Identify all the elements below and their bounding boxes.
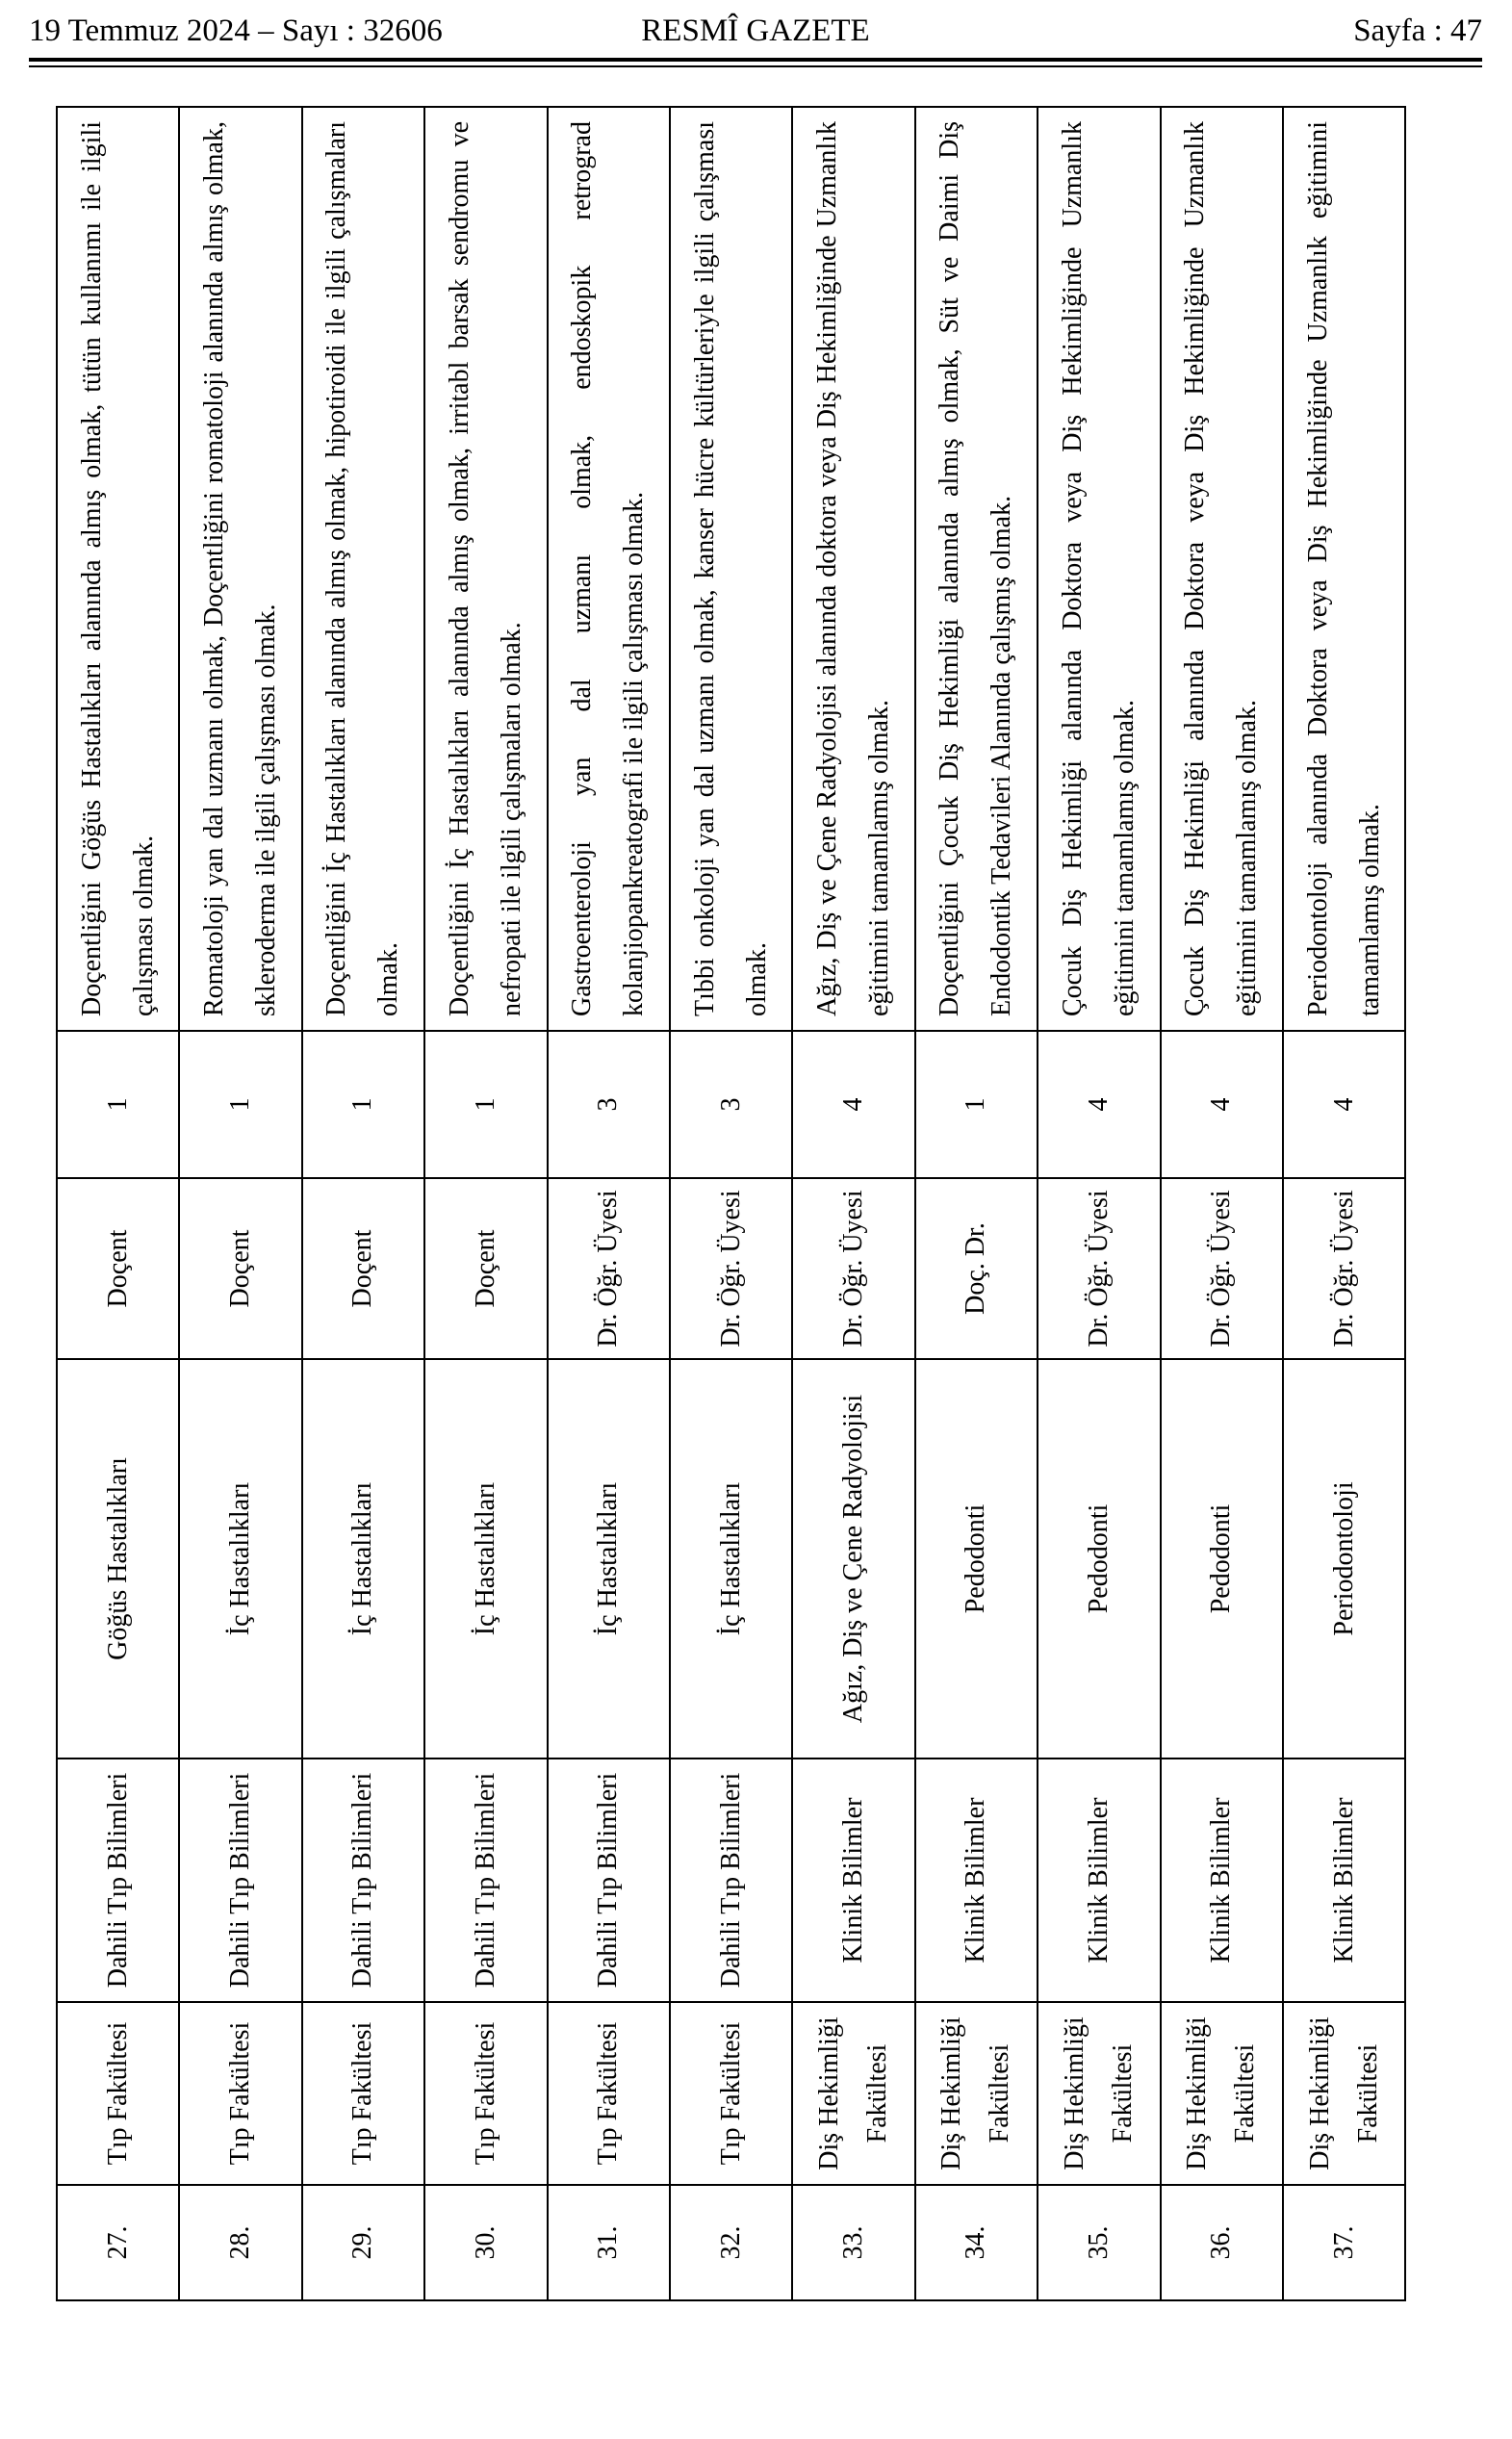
position-count-cell: 4 <box>1038 1031 1160 1178</box>
requirement-cell: Romatoloji yan dal uzmanı olmak, Doçentliğini romatoloji alanında almış olmak, skleroderma ile ilgili çalışması olmak. <box>179 107 301 1031</box>
position-count-cell: 3 <box>548 1031 670 1178</box>
faculty-cell: Diş Hekimliği Fakültesi <box>1283 2002 1405 2185</box>
academic-title-cell: Dr. Öğr. Üyesi <box>1161 1178 1283 1359</box>
faculty-cell: Diş Hekimliği Fakültesi <box>915 2002 1038 2185</box>
faculty-cell: Tıp Fakültesi <box>424 2002 547 2185</box>
position-count-cell: 1 <box>179 1031 301 1178</box>
faculty-cell: Diş Hekimliği Fakültesi <box>792 2002 914 2185</box>
program-cell: Pedodonti <box>1161 1359 1283 1759</box>
faculty-cell: Tıp Fakültesi <box>548 2002 670 2185</box>
position-count-cell: 1 <box>915 1031 1038 1178</box>
row-number: 32. <box>670 2185 792 2300</box>
table-row <box>424 107 547 2300</box>
department-cell: Dahili Tıp Bilimleri <box>670 1759 792 2002</box>
academic-title-cell: Doç. Dr. <box>915 1178 1038 1359</box>
faculty-cell: Tıp Fakültesi <box>57 2002 179 2185</box>
requirement-cell: Periodontoloji alanında Doktora veya Diş Hekimliğinde Uzmanlık eğitimini tamamlamış olmak. <box>1283 107 1405 1031</box>
program-cell: Ağız, Diş ve Çene Radyolojisi <box>792 1359 914 1759</box>
program-cell: İç Hastalıkları <box>302 1359 424 1759</box>
row-number: 34. <box>915 2185 1038 2300</box>
department-cell: Klinik Bilimler <box>792 1759 914 2002</box>
faculty-cell: Tıp Fakültesi <box>302 2002 424 2185</box>
department-cell: Dahili Tıp Bilimleri <box>302 1759 424 2002</box>
table-row <box>302 107 424 2300</box>
requirement-cell: Doçentliğini Göğüs Hastalıkları alanında almış olmak, tütün kullanımı ile ilgili çalışması olmak. <box>57 107 179 1031</box>
faculty-cell: Tıp Fakültesi <box>179 2002 301 2185</box>
program-cell: İç Hastalıkları <box>670 1359 792 1759</box>
department-cell: Dahili Tıp Bilimleri <box>179 1759 301 2002</box>
row-number: 30. <box>424 2185 547 2300</box>
requirement-cell: Doçentliğini İç Hastalıkları alanında almış olmak, hipotiroidi ile ilgili çalışmaları olmak. <box>302 107 424 1031</box>
requirement-cell: Tıbbi onkoloji yan dal uzmanı olmak, kanser hücre kültürleriyle ilgili çalışması olmak. <box>670 107 792 1031</box>
faculty-cell: Diş Hekimliği Fakültesi <box>1038 2002 1160 2185</box>
row-number: 37. <box>1283 2185 1405 2300</box>
page-header <box>29 12 1482 58</box>
academic-title-cell: Doçent <box>424 1178 547 1359</box>
position-count-cell: 3 <box>670 1031 792 1178</box>
department-cell: Klinik Bilimler <box>1161 1759 1283 2002</box>
academic-title-cell: Dr. Öğr. Üyesi <box>792 1178 914 1359</box>
row-number: 33. <box>792 2185 914 2300</box>
table-row <box>670 107 792 2300</box>
department-cell: Dahili Tıp Bilimleri <box>57 1759 179 2002</box>
page-number: Sayfa : 47 <box>1353 13 1482 48</box>
academic-title-cell: Dr. Öğr. Üyesi <box>548 1178 670 1359</box>
academic-title-cell: Doçent <box>179 1178 301 1359</box>
academic-title-cell: Doçent <box>302 1178 424 1359</box>
table-row <box>915 107 1038 2300</box>
position-count-cell: 1 <box>424 1031 547 1178</box>
faculty-cell: Diş Hekimliği Fakültesi <box>1161 2002 1283 2185</box>
requirement-cell: Doçentliğini İç Hastalıkları alanında almış olmak, irritabl barsak sendromu ve nefropati ile ilgili çalışmaları olmak. <box>424 107 547 1031</box>
row-number: 28. <box>179 2185 301 2300</box>
faculty-cell: Tıp Fakültesi <box>670 2002 792 2185</box>
rotated-table-container <box>56 108 1405 2301</box>
table-row <box>1283 107 1405 2300</box>
requirement-cell: Doçentliğini Çocuk Diş Hekimliği alanında almış olmak, Süt ve Daimi Diş Endodontik Tedavileri Alanında çalışmış olmak. <box>915 107 1038 1031</box>
academic-title-cell: Doçent <box>57 1178 179 1359</box>
table-row <box>1161 107 1283 2300</box>
department-cell: Dahili Tıp Bilimleri <box>424 1759 547 2002</box>
row-number: 31. <box>548 2185 670 2300</box>
row-number: 35. <box>1038 2185 1160 2300</box>
table-row <box>1038 107 1160 2300</box>
position-count-cell: 1 <box>302 1031 424 1178</box>
gazette-name: RESMÎ GAZETE <box>641 13 870 48</box>
table-row <box>179 107 301 2300</box>
positions-table <box>56 106 1406 2301</box>
academic-title-cell: Dr. Öğr. Üyesi <box>1038 1178 1160 1359</box>
row-number: 36. <box>1161 2185 1283 2300</box>
program-cell: Pedodonti <box>915 1359 1038 1759</box>
program-cell: Pedodonti <box>1038 1359 1160 1759</box>
academic-title-cell: Dr. Öğr. Üyesi <box>670 1178 792 1359</box>
position-count-cell: 4 <box>1161 1031 1283 1178</box>
department-cell: Klinik Bilimler <box>915 1759 1038 2002</box>
program-cell: İç Hastalıkları <box>548 1359 670 1759</box>
issue-date: 19 Temmuz 2024 – Sayı : 32606 <box>29 13 443 48</box>
program-cell: Periodontoloji <box>1283 1359 1405 1759</box>
requirement-cell: Çocuk Diş Hekimliği alanında Doktora veya Diş Hekimliğinde Uzmanlık eğitimini tamamlamış olmak. <box>1161 107 1283 1031</box>
requirement-cell: Gastroenteroloji yan dal uzmanı olmak, endoskopik retrograd kolanjiopankreatografi ile ilgili çalışması olmak. <box>548 107 670 1031</box>
position-count-cell: 4 <box>1283 1031 1405 1178</box>
department-cell: Dahili Tıp Bilimleri <box>548 1759 670 2002</box>
program-cell: İç Hastalıkları <box>424 1359 547 1759</box>
program-cell: Göğüs Hastalıkları <box>57 1359 179 1759</box>
row-number: 29. <box>302 2185 424 2300</box>
table-row <box>548 107 670 2300</box>
program-cell: İç Hastalıkları <box>179 1359 301 1759</box>
academic-title-cell: Dr. Öğr. Üyesi <box>1283 1178 1405 1359</box>
department-cell: Klinik Bilimler <box>1038 1759 1160 2002</box>
department-cell: Klinik Bilimler <box>1283 1759 1405 2002</box>
header-rule-thin <box>29 65 1482 67</box>
position-count-cell: 4 <box>792 1031 914 1178</box>
table-row <box>792 107 914 2300</box>
requirement-cell: Çocuk Diş Hekimliği alanında Doktora veya Diş Hekimliğinde Uzmanlık eğitimini tamamlamış olmak. <box>1038 107 1160 1031</box>
header-rule-thick <box>29 58 1482 62</box>
table-row <box>57 107 179 2300</box>
row-number: 27. <box>57 2185 179 2300</box>
requirement-cell: Ağız, Diş ve Çene Radyolojisi alanında doktora veya Diş Hekimliğinde Uzmanlık eğitimini tamamlamış olmak. <box>792 107 914 1031</box>
position-count-cell: 1 <box>57 1031 179 1178</box>
